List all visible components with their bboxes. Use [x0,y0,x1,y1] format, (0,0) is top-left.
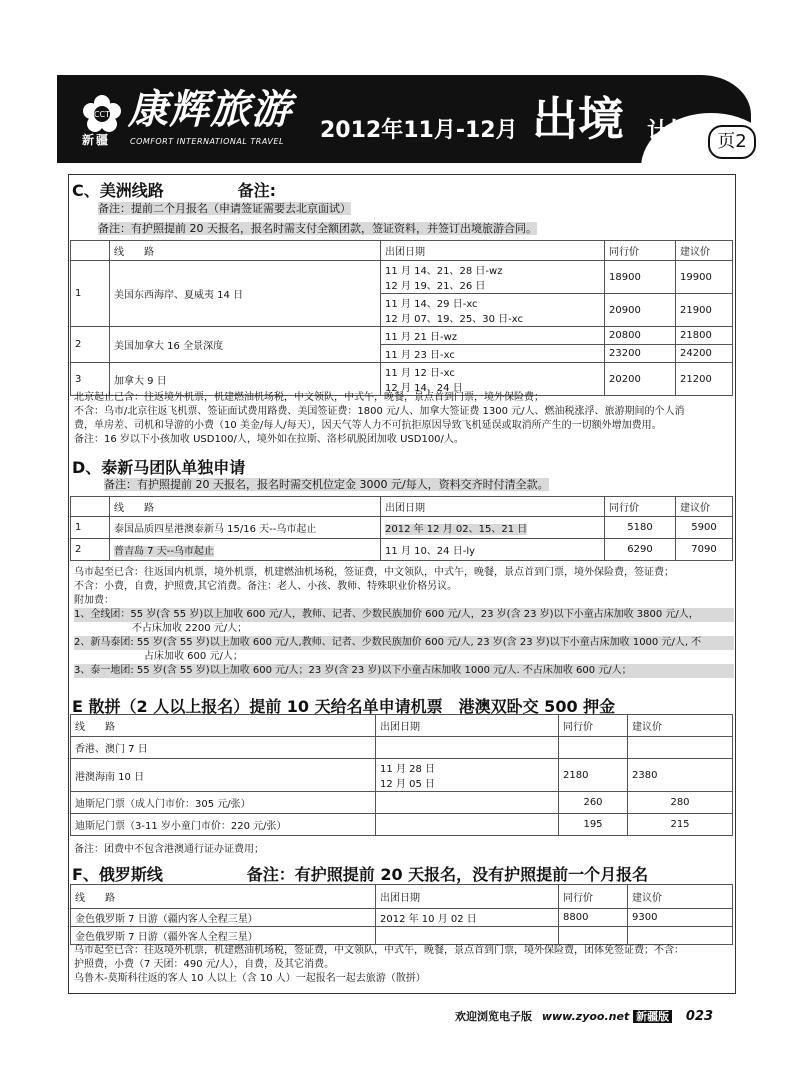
table-row: 11 月 23 日-xc 23200 24200 [71,345,733,363]
section-c-note-2: 备注：有护照提前 20 天报名，报名时需支付全额团款，签证资料，并签订出境旅游合同。 [98,222,537,235]
footer-edition: 新疆版 [633,1010,672,1023]
logo-text: CCT [93,110,111,119]
table-row: 迪斯尼门票（3-11 岁小童门市价：220 元/张） 195 215 [71,814,733,836]
table-row: 11 月 14、29 日-xc 12 月 07、19、25、30 日-xc 20900 21900 [71,294,733,327]
plan-title-big: 出境 [532,92,624,146]
table-row: 3 加拿大 9 日 11 月 12 日-xc 12 月 14、24 日 20200 21200 [71,363,733,396]
table-row: 1 泰国品质四星港澳泰新马 15/16 天--乌市起止 2012 年 12 月 02、15、21 日 5180 5900 [71,517,733,539]
brand-en: COMFORT INTERNATIONAL TRAVEL [130,137,284,146]
footer [455,1008,713,1024]
col-suggested-price: 建议价 [676,241,733,261]
section-d-heading [72,455,732,478]
footer-welcome: 欢迎浏览电子版 [455,1010,532,1023]
table-row: 港澳海南 10 日 11 月 28 日 12 月 05 日 2180 2380 [71,759,733,792]
section-c-heading [72,178,732,201]
logo-sub: 新疆 [82,133,111,147]
col-date: 出团日期 [381,241,605,261]
col-route: 线 路 [110,241,381,261]
table-row: 2 普吉岛 7 天--乌市起止 11 月 10、24 日-ly 6290 7090 [71,539,733,561]
table-row: 2 美国加拿大 16 全景深度 11 月 21 日-wz 20800 21800 [71,327,733,345]
plan-date: 2012年11月-12月 [320,118,518,143]
footer-page-number: 023 [685,1009,714,1024]
table-header-row: 线 路 出团日期 同行价 建议价 [71,885,733,909]
section-f-table [70,884,733,945]
section-c-footnotes: 北京起止已含：往返境外机票，机建燃油机场税，中文领队，中式午，晚餐，景点首到门票，境外保险费； 不含：乌市/北京往返飞机票、签证面试费用路费、美国签证费：1800 元/人、加拿大签证费 1300 元/人、燃油税涨浮、旅游期间的个人消 费，单房差、司机和导游的小费（10 美金/每人/每天），因天气等人力不可抗拒原因导致飞机延误或取消所产生的一切额外增加费用。 备注：16 岁以下小孩加收 USD100/人，境外如在拉斯、洛杉矶脱团加收 USD100/人。 [74,392,685,445]
table-row: 金色俄罗斯 7 日游（疆内客人全程三星） 2012 年 10 月 02 日 8800 9300 [71,909,733,927]
table-row: 香港、澳门 7 日 [71,737,733,759]
section-f-heading [72,862,732,885]
table-row: 1 美国东西海岸、夏威夷 14 日 11 月 14、21、28 日-wz 12 月 19、21、26 日 18900 19900 [71,261,733,294]
table-header-row [71,241,733,261]
page-tag: 页2 [708,125,756,159]
table-row: 迪斯尼门票（成人门市价：305 元/张） 260 280 [71,792,733,814]
plan-title-small: 计划 [647,119,692,144]
section-f-footnotes: 乌市起至已含：往返境外机票，机建燃油机场税，签证费，中文领队，中式午，晚餐，景点首到门票，境外保险费，团体免签证费；不含： 护照费，小费（7 天团：490 元/人），自费，及其它消费。 乌鲁木-莫斯科往返的客人 10 人以上（含 10 人）一起报名一起去旅游（散拼） [74,945,684,984]
section-e-footnote: 备注：团费中不包含港澳通行证办证费用； [74,844,264,855]
table-row: 金色俄罗斯 7 日游（疆外客人全程三星） [71,927,733,945]
section-c-title: C、美洲线路 [72,181,164,200]
section-f-remark: 备注：有护照提前 20 天报名，没有护照提前一个月报名 [246,865,649,884]
section-d-table [70,496,733,561]
section-c-table [70,240,733,396]
col-peer-price: 同行价 [605,241,676,261]
section-e-title: E 散拼（2 人以上报名）提前 10 天给名单申请机票 港澳双卧交 500 押金 [72,697,616,716]
footer-url[interactable]: www.zyoo.net [541,1010,630,1023]
table-header-row: 线 路 出团日期 同行价 建议价 [71,715,733,737]
section-c-note-1: 备注：提前二个月报名（申请签证需要去北京面试） [98,202,351,215]
section-d-title: D、泰新马团队单独申请 [72,458,246,477]
cct-flower-logo-icon [82,94,122,134]
brand-name: 康辉旅游 [128,87,292,133]
section-d-footnotes: 乌市起至已含：往返国内机票，境外机票，机建燃油机场税，签证费，中文领队，中式午，晚餐，景点首到门票，境外保险费，签证费； 不含：小费，自费，护照费,其它消费。备注：老人、小孩、教师、特殊职业价格另议。 附加费： 1、全线团：55 岁(含 55 岁)以上加收 600 元/人，教师、记者、少数民族加价 600 元/人，23 岁(含 23 岁)以下小童占床加收 3800 元/人， 不占床加收 2200 元/人； 2、新马泰团: 55 岁(含 55 岁)以上加收 600 元/人,教师、记者、少数民族加价 600 元/人, 23 岁(含 23 岁)以下小童占床加收 1000 元/人, 不 占床加收 600 元/人； 3、泰一地团: 55 岁(含 55 岁)以上加收 600 元/人；23 岁(含 23 岁)以下小童占床加收 1000 元/人. 不占床加收 600 元/人； [74,566,734,678]
section-d-note: 备注：有护照提前 20 天报名，报名时需交机位定金 3000 元/每人，资料交齐时付清全款。 [104,478,549,491]
table-header-row: 线 路 出团日期 同行价 建议价 [71,497,733,517]
section-f-title: F、俄罗斯线 [72,865,163,884]
section-c-remark-label: 备注: [237,181,276,200]
section-e-table [70,714,733,836]
